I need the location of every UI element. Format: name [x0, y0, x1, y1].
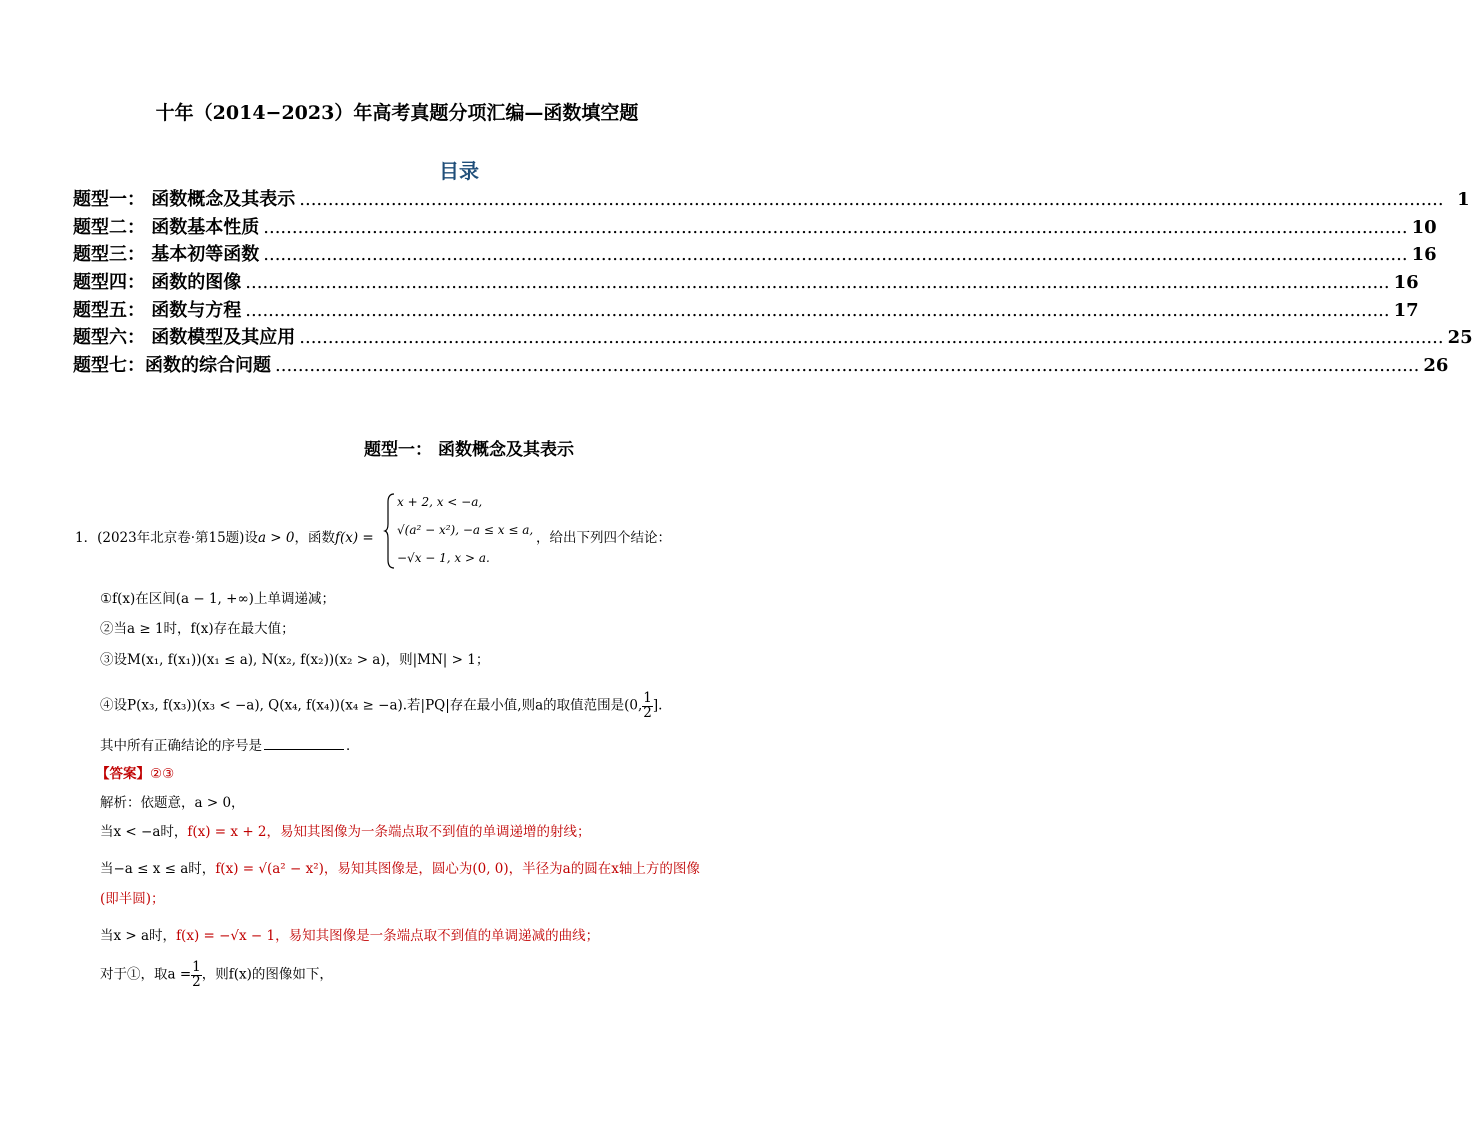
conclusion-4 [100, 692, 662, 720]
document-title: 十年（2014−2023）年高考真题分项汇编—函数填空题 [155, 102, 639, 124]
question-func-intro: ，函数 [294, 530, 335, 546]
toc-entry[interactable] [73, 268, 1419, 296]
solution-line-3b: (即半圆)； [100, 891, 165, 907]
solution-case-3-detail: f(x) = −√x − 1，易知其图像是一条端点取不到值的单调递减的曲线； [176, 928, 600, 944]
solution-case-2-detail: f(x) = √(a² − x²)，易知其图像是，圆心为(0, 0)，半径为a的圆在x轴上方的图像 [215, 861, 700, 877]
question-ask [100, 734, 360, 754]
conclusion-3: ③设M(x₁, f(x₁))(x₁ ≤ a), N(x₂, f(x₂))(x₂ > a)，则|MN| > 1； [100, 652, 490, 668]
toc-entry[interactable] [73, 240, 1437, 268]
range-numerator: 1 [643, 690, 652, 706]
toc-entry-label: 题型七：函数的综合问题 [73, 355, 271, 377]
solution-line-4 [100, 924, 599, 944]
solution-case-2: 当−a ≤ x ≤ a时， [100, 861, 216, 877]
range-close: ]. [652, 697, 663, 714]
toc-leader-dots: ........................................................................................................................................................................................................ [245, 299, 1390, 321]
answer-label: 【答案】 [96, 766, 150, 782]
toc-leader-dots: ........................................................................................................................................................................................................ [275, 355, 1420, 377]
table-of-contents [73, 185, 1473, 379]
question-ask-end: ． [346, 738, 360, 754]
solution-line-2 [100, 820, 591, 840]
section-heading: 题型一： 函数概念及其表示 [364, 440, 574, 460]
range-fraction [642, 692, 653, 720]
toc-entry-page: 1 [1457, 189, 1470, 210]
solution-line-3 [100, 857, 700, 877]
piecewise-brace [384, 492, 396, 570]
solution-case-3: 当x > a时， [100, 928, 177, 944]
toc-entry-label: 题型四： 函数的图像 [73, 272, 242, 294]
question-condition: a > 0 [257, 530, 295, 546]
toc-leader-dots: ........................................................................................................................................................................................................ [299, 189, 1444, 210]
toc-leader-dots: ........................................................................................................................................................................................................ [263, 216, 1408, 238]
toc-entry-label: 题型五： 函数与方程 [73, 299, 242, 321]
question-ask-text: 其中所有正确结论的序号是 [100, 738, 262, 754]
toc-entry-page: 17 [1393, 299, 1419, 321]
a-numerator: 1 [192, 959, 201, 975]
toc-entry-page: 25 [1447, 327, 1473, 349]
conclusion-1: ①f(x)在区间(a − 1, +∞)上单调递减； [100, 591, 335, 607]
function-name: f(x) = [335, 530, 374, 546]
toc-entry-label: 题型一： 函数概念及其表示 [73, 189, 296, 210]
toc-entry-label: 题型三： 基本初等函数 [73, 244, 260, 266]
piece-3: −√x − 1, x > a. [397, 551, 490, 565]
toc-entry[interactable] [73, 351, 1449, 379]
piece-2: √(a² − x²), −a ≤ x ≤ a, [397, 523, 534, 537]
toc-entry-page: 26 [1423, 355, 1449, 377]
question-stem [75, 526, 374, 546]
toc-entry[interactable] [73, 213, 1437, 241]
toc-entry-page: 10 [1411, 216, 1437, 238]
a-fraction [191, 961, 202, 989]
solution-graph-intro: ，则f(x)的图像如下， [201, 966, 333, 983]
conclusion-4-text: ④设P(x₃, f(x₃))(x₃ < −a), Q(x₄, f(x₄))(x₄ ≥ −a).若|PQ|存在最小值,则a的取值范围是 [100, 697, 625, 714]
toc-entry-label: 题型二： 函数基本性质 [73, 216, 260, 238]
toc-entry-label: 题型六： 函数模型及其应用 [73, 327, 296, 349]
solution-case-1: 当x < −a时， [100, 824, 188, 840]
conclusion-2: ②当a ≥ 1时，f(x)存在最大值； [100, 621, 295, 637]
answer-line [96, 762, 174, 782]
answer-blank [264, 749, 344, 750]
answer-value: ②③ [150, 766, 175, 782]
piece-1: x + 2, x < −a, [397, 495, 483, 509]
toc-entry-page: 16 [1393, 272, 1419, 294]
toc-heading: 目录 [439, 159, 479, 183]
toc-entry[interactable] [73, 296, 1419, 324]
toc-entry-page: 16 [1411, 244, 1437, 266]
solution-line-1: 解析：依题意，a > 0， [100, 795, 245, 811]
toc-entry[interactable] [73, 323, 1473, 351]
solution-take-a: 对于①，取a = [100, 966, 192, 983]
a-denominator: 2 [192, 973, 201, 990]
toc-leader-dots: ........................................................................................................................................................................................................ [299, 327, 1444, 349]
range-denominator: 2 [643, 704, 652, 721]
range-open: (0, [624, 697, 643, 714]
solution-line-5 [100, 961, 333, 989]
toc-entry[interactable] [73, 185, 1470, 213]
solution-case-1-detail: f(x) = x + 2，易知其图像为一条端点取不到值的单调递增的射线； [187, 824, 591, 840]
question-source: 1．(2023年北京卷·第15题)设 [75, 530, 258, 546]
toc-leader-dots: ........................................................................................................................................................................................................ [245, 272, 1390, 294]
toc-leader-dots: ........................................................................................................................................................................................................ [263, 244, 1408, 266]
question-suffix: ，给出下列四个结论： [536, 530, 671, 546]
